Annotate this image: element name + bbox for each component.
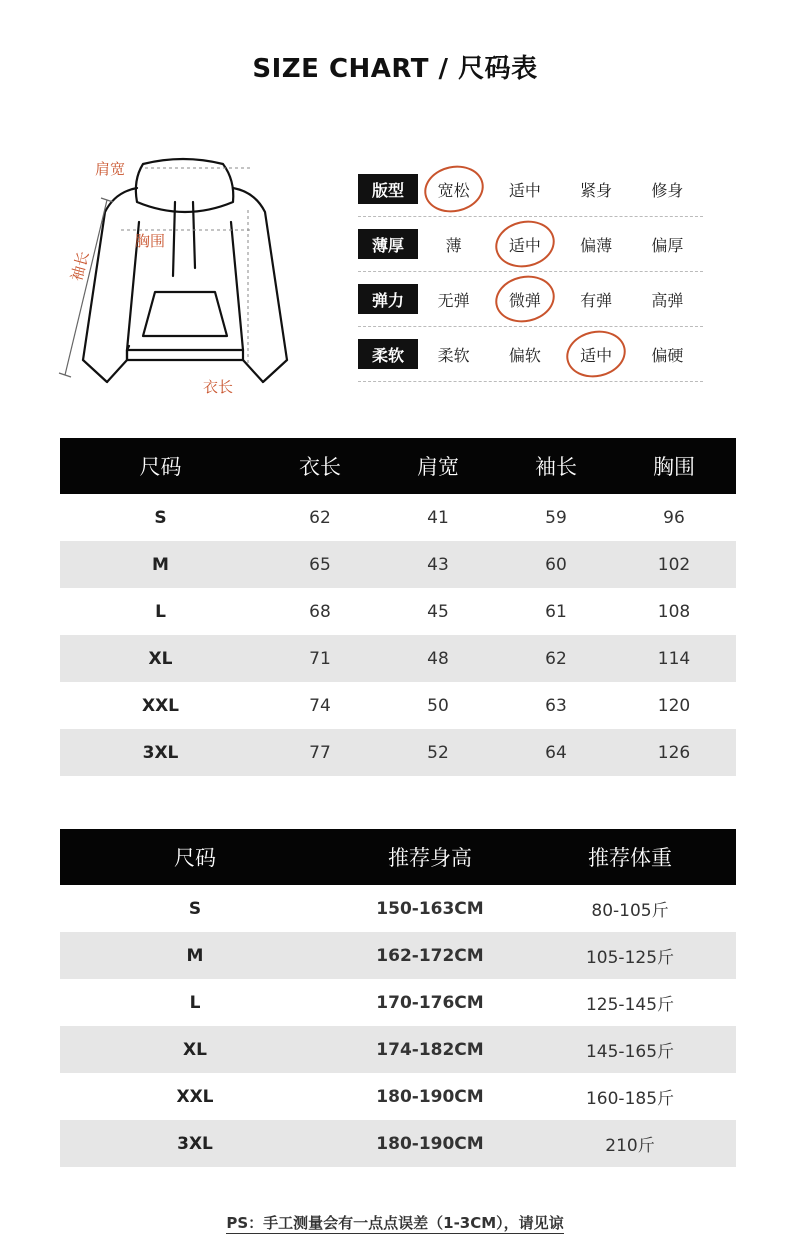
table-cell: 62: [545, 648, 567, 669]
table-cell: 41: [427, 507, 449, 528]
height-cell: 174-182CM: [376, 1039, 484, 1060]
attr-row-thickness: [358, 217, 703, 272]
table-cell: 71: [309, 648, 331, 669]
table-cell: 50: [427, 695, 449, 716]
size-cell: XL: [183, 1039, 207, 1060]
table-row: [60, 682, 736, 729]
attr-label: 版型: [358, 174, 418, 204]
attr-label: 弹力: [358, 284, 418, 314]
height-cell: 180-190CM: [376, 1086, 484, 1107]
size-cell: M: [186, 945, 204, 966]
size-cell: L: [155, 601, 166, 622]
weight-cell: 160-185斤: [585, 1089, 675, 1109]
table-cell: 65: [309, 554, 331, 575]
weight-cell: 145-165斤: [585, 1042, 675, 1062]
size-cell: XXL: [141, 695, 180, 716]
table-row: [60, 1073, 736, 1120]
attr-option: 有弹: [580, 290, 613, 310]
label-sleeve: 袖长: [67, 249, 93, 284]
header-cell: 推荐体重: [588, 846, 672, 870]
table-cell: 63: [545, 695, 567, 716]
size-cell: S: [188, 898, 202, 919]
table-row: [60, 588, 736, 635]
table-row: [60, 635, 736, 682]
height-cell: 170-176CM: [376, 992, 484, 1013]
attr-option: 柔软: [437, 345, 470, 365]
height-cell: 162-172CM: [376, 945, 484, 966]
attr-option: 适中: [508, 180, 541, 200]
size-cell: S: [154, 507, 167, 528]
attr-option-selected: 宽松: [418, 178, 489, 201]
label-length: 衣长: [203, 378, 234, 396]
header-cell: 袖长: [535, 455, 577, 479]
weight-cell: 80-105斤: [591, 901, 669, 921]
attr-option: 修身: [651, 180, 684, 200]
table-cell: 68: [309, 601, 331, 622]
footnote: [0, 1212, 790, 1233]
table-cell: 61: [545, 601, 567, 622]
attr-option-selected: 适中: [489, 233, 560, 256]
table-cell: 60: [545, 554, 567, 575]
header-cell: 胸围: [653, 455, 695, 479]
attr-option: 偏厚: [651, 235, 684, 255]
label-chest: 胸围: [135, 232, 166, 250]
attr-option-selected: 微弹: [489, 288, 560, 311]
page-title: SIZE CHART / 尺码表: [252, 54, 538, 84]
table-cell: 120: [657, 695, 691, 716]
attr-option: 偏硬: [651, 345, 684, 365]
table-header: [60, 438, 736, 494]
table-row: [60, 979, 736, 1026]
table-cell: 102: [657, 554, 691, 575]
table-row: [60, 541, 736, 588]
table-cell: 45: [427, 601, 449, 622]
size-table: [60, 438, 736, 776]
table-cell: 74: [309, 695, 331, 716]
hoodie-diagram: [55, 150, 295, 400]
table-cell: 96: [663, 507, 685, 528]
header-cell: 衣长: [299, 455, 341, 479]
attr-row-elasticity: [358, 272, 703, 327]
size-cell: 3XL: [177, 1133, 213, 1154]
table-row: [60, 729, 736, 776]
attr-option: 无弹: [437, 290, 470, 310]
table-row: [60, 494, 736, 541]
weight-cell: 125-145斤: [585, 995, 675, 1015]
header-cell: 肩宽: [417, 455, 459, 479]
footnote-text: PS：手工测量会有一点点误差（1-3CM），请见谅: [226, 1214, 564, 1232]
attr-label: 柔软: [358, 339, 418, 369]
table-header: [60, 829, 736, 885]
height-cell: 180-190CM: [376, 1133, 484, 1154]
table-row: [60, 885, 736, 932]
table-cell: 108: [657, 601, 691, 622]
attr-row-softness: [358, 327, 703, 382]
attr-option: 高弹: [651, 290, 684, 310]
table-row: [60, 1120, 736, 1167]
attr-option: 紧身: [580, 180, 613, 200]
attr-option: 偏薄: [580, 235, 613, 255]
attr-option-selected: 适中: [561, 343, 632, 366]
height-cell: 150-163CM: [376, 898, 484, 919]
attr-label: 薄厚: [358, 229, 418, 259]
recommend-table: [60, 829, 736, 1167]
table-cell: 48: [427, 648, 449, 669]
table-cell: 77: [309, 742, 331, 763]
attr-row-fit: [358, 162, 703, 217]
table-cell: 62: [309, 507, 331, 528]
attr-option: 偏软: [508, 345, 541, 365]
table-cell: 114: [657, 648, 691, 669]
header-cell: 尺码: [139, 455, 182, 479]
table-row: [60, 932, 736, 979]
attribute-panel: [358, 162, 703, 382]
size-cell: XL: [148, 648, 173, 669]
table-cell: 126: [657, 742, 691, 763]
header-cell: 尺码: [174, 846, 216, 870]
table-cell: 59: [545, 507, 567, 528]
table-cell: 64: [545, 742, 567, 763]
weight-cell: 210斤: [605, 1136, 655, 1156]
table-row: [60, 1026, 736, 1073]
table-cell: 52: [427, 742, 449, 763]
size-cell: L: [189, 992, 201, 1013]
table-cell: 43: [427, 554, 449, 575]
header-cell: 推荐身高: [388, 846, 472, 870]
size-cell: 3XL: [142, 742, 179, 763]
size-cell: XXL: [176, 1086, 214, 1107]
size-cell: M: [152, 554, 169, 575]
label-shoulder: 肩宽: [95, 160, 126, 178]
weight-cell: 105-125斤: [585, 948, 675, 968]
attr-option: 薄: [445, 235, 462, 255]
